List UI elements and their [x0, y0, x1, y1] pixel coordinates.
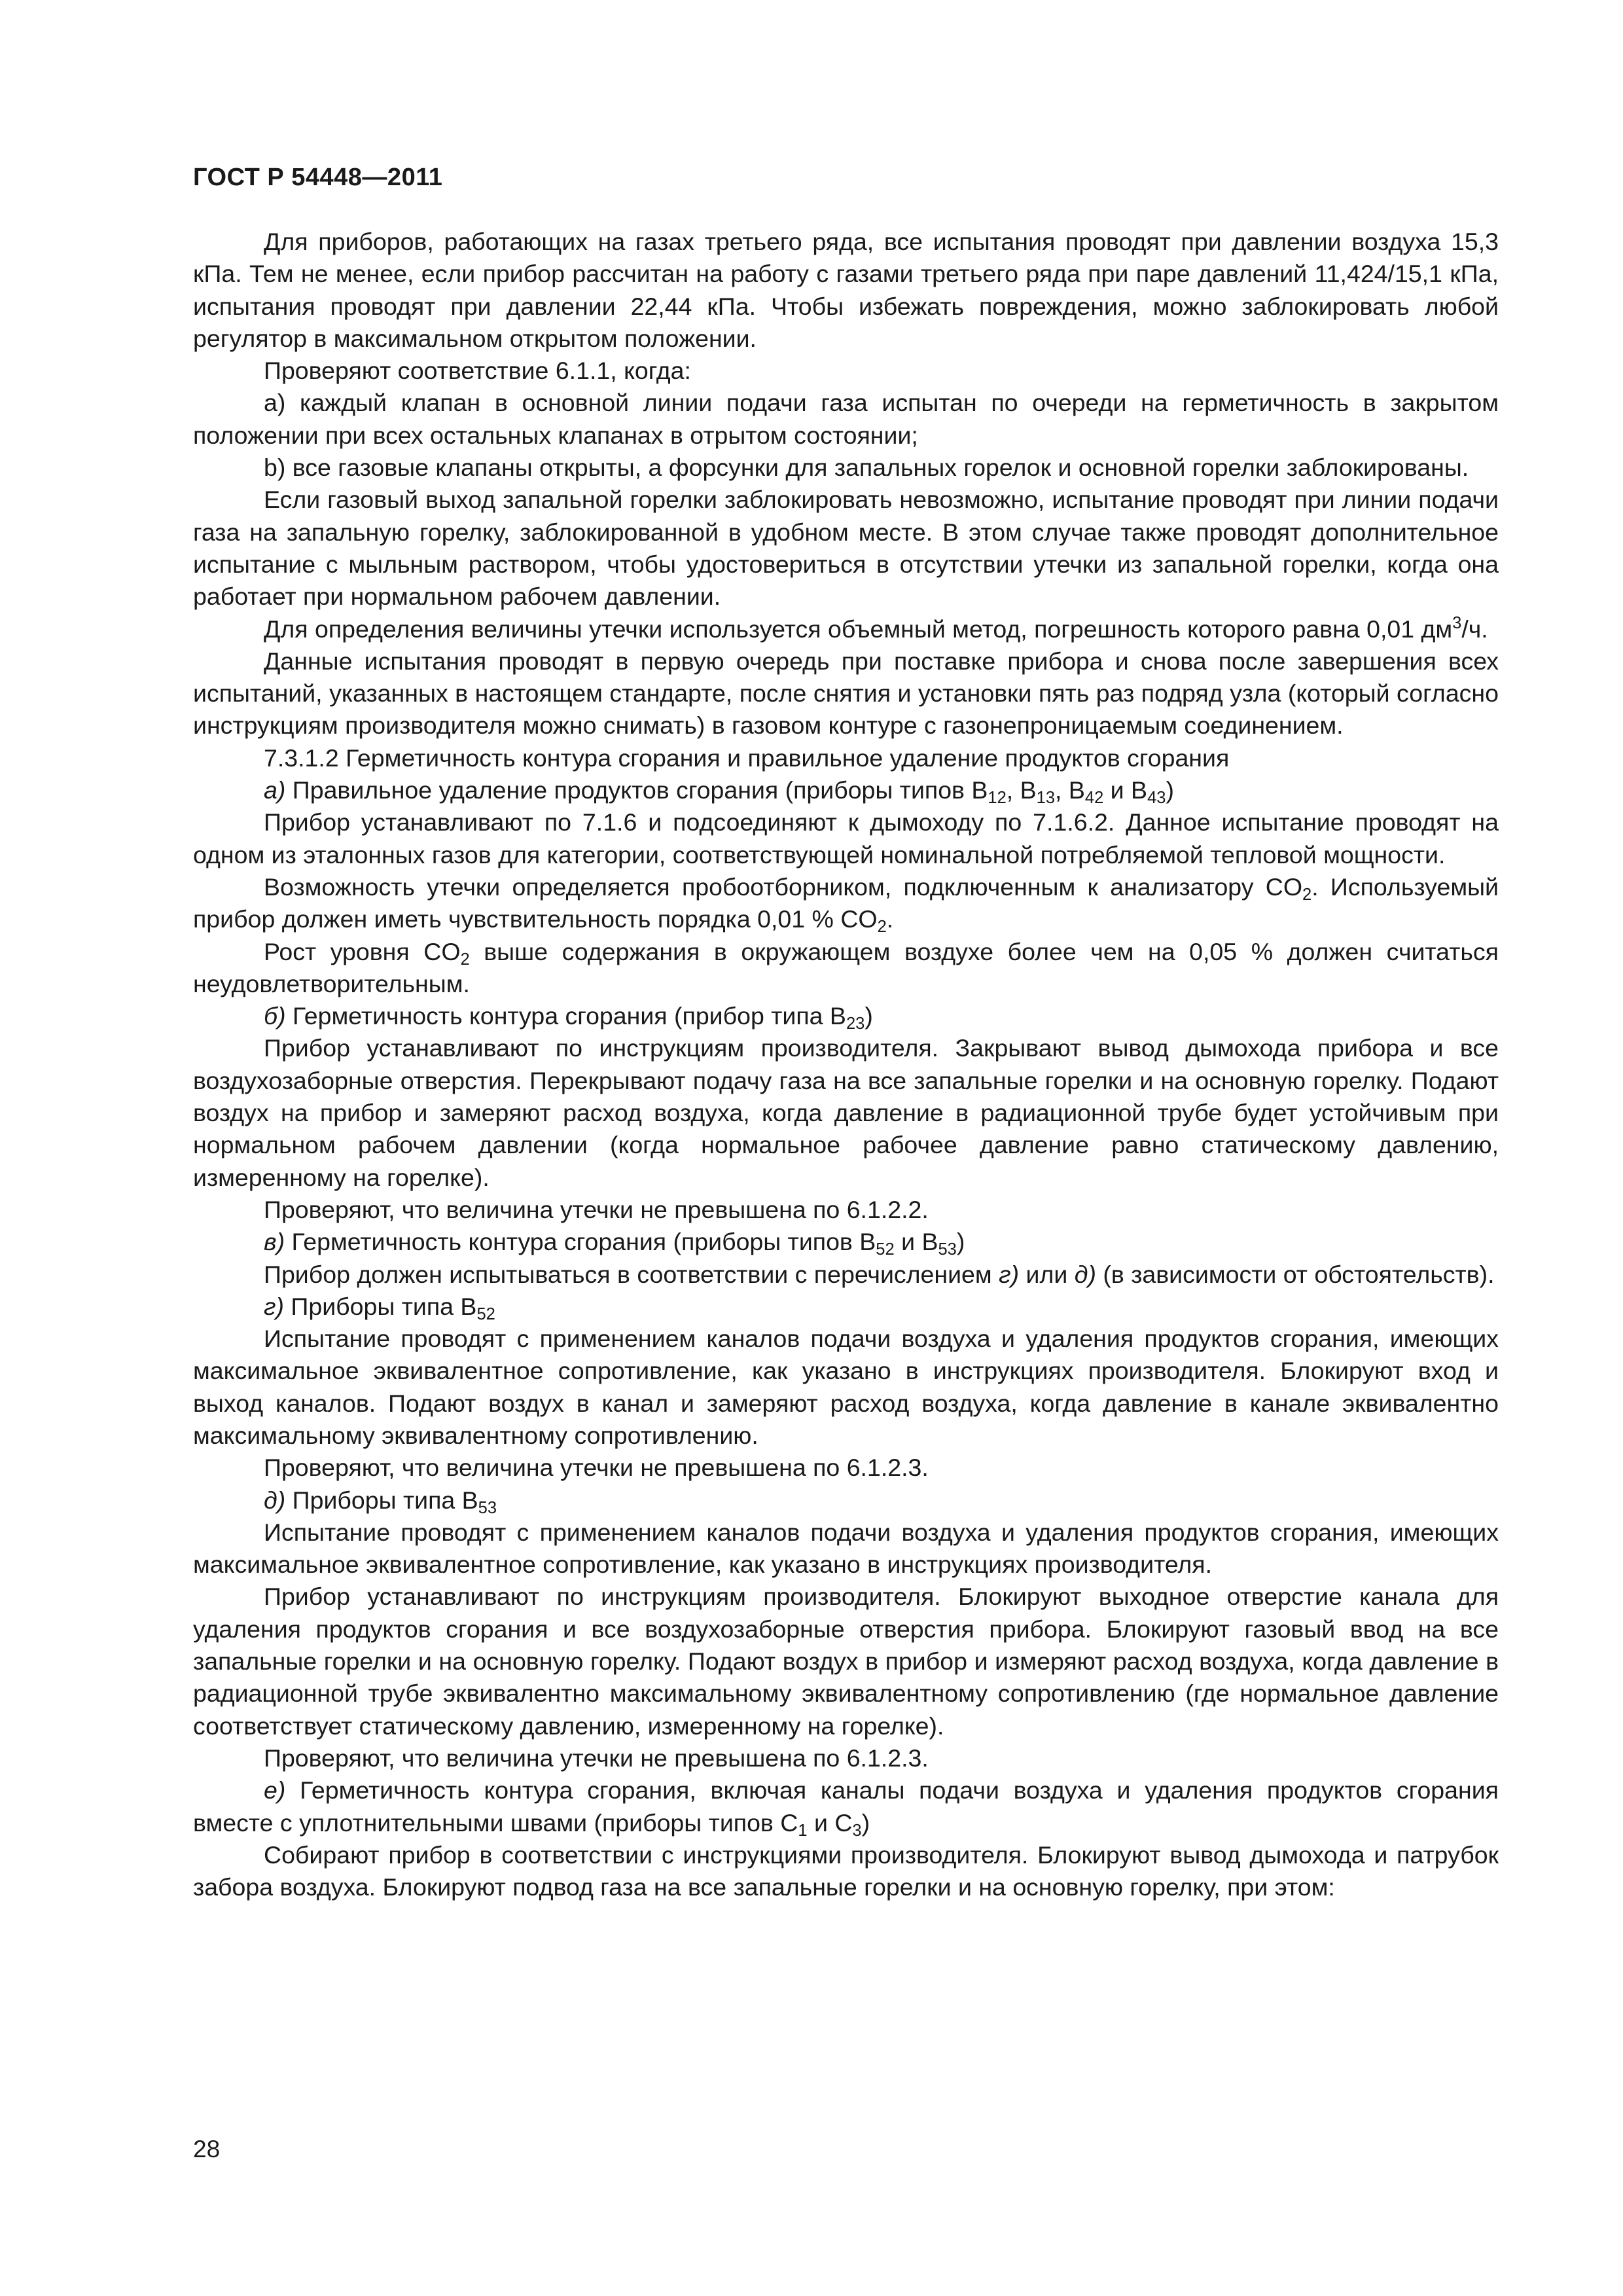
- paragraph: Данные испытания проводят в первую очередь при поставке прибора и снова после завершения всех испытаний, указанных в настоящем стандарте, после снятия и установки пять раз подряд узла (который согласно инструкциям производителя можно снимать) в газовом контуре с газонепроницаемым соединением.: [193, 647, 1499, 740]
- paragraph: г) Приборы типа $В_{52}$: [264, 1292, 495, 1323]
- paragraph: b) все газовые клапаны открыты, а форсунки для запальных горелок и основной горелки заблокированы.: [264, 454, 1469, 482]
- paragraph: Если газовый выход запальной горелки заблокировать невозможно, испытание проводят при линии подачи газа на запальную горелку, заблокированной в удобном месте. В этом случае также проводят дополнительное испытание с мыльным раствором, чтобы удостовериться в отсутствии утечки из запальной горелки, когда она работает при нормальном рабочем давлении.: [193, 486, 1499, 611]
- page-number: 28: [193, 2136, 221, 2162]
- document-header: ГОСТ Р 54448—2011: [193, 164, 443, 191]
- paragraph: Проверяют соответствие 6.1.1, когда:: [264, 357, 691, 385]
- paragraph: 7.3.1.2 Герметичность контура сгорания и правильное удаление продуктов сгорания: [264, 744, 1230, 772]
- paragraph: Проверяют, что величина утечки не превышена по 6.1.2.3.: [264, 1744, 929, 1772]
- paragraph: Рост уровня $CO_2$ выше содержания в окружающем воздухе более чем на 0,05 % должен считаться неудовлетворительным.: [193, 937, 1499, 997]
- paragraph: Прибор должен испытываться в соответствии с перечислением г) или д) (в зависимости от обстоятельств).: [264, 1260, 1495, 1288]
- paragraph: Испытание проводят с применением каналов подачи воздуха и удаления продуктов сгорания, имеющих максимальное эквивалентное сопротивление, как указано в инструкциях производителя.: [193, 1518, 1499, 1579]
- paragraph: а) Правильное удаление продуктов сгорания (приборы типов $В_{12}$, $В_{13}$, $В_{42}$ и $В_{43}$): [264, 776, 1174, 808]
- paragraph: Прибор устанавливают по инструкциям производителя. Закрывают вывод дымохода прибора и все воздухозаборные отверстия. Перекрывают подачу газа на все запальные горелки и на основную горелку. Подают воздух на прибор и замеряют расход воздуха, когда давление в радиационной трубе будет устойчивым при нормальном рабочем давлении (когда нормальное рабочее давление равно статическому давлению, измеренному на горелке).: [193, 1034, 1499, 1191]
- paragraph: в) Герметичность контура сгорания (приборы типов $В_{52}$ и $В_{53}$): [264, 1228, 965, 1259]
- paragraph: Для определения величины утечки используется объемный метод, погрешность которого равна 0,01 $дм^3/ч$.: [264, 613, 1488, 643]
- paragraph: д) Приборы типа $В_{53}$: [264, 1486, 497, 1517]
- paragraph: a) каждый клапан в основной линии подачи газа испытан по очереди на герметичность в закрытом положении при всех остальных клапанах в отрытом состоянии;: [193, 389, 1499, 449]
- paragraph: Проверяют, что величина утечки не превышена по 6.1.2.2.: [264, 1195, 929, 1223]
- paragraph: Прибор устанавливают по 7.1.6 и подсоединяют к дымоходу по 7.1.6.2. Данное испытание проводят на одном из эталонных газов для категории, соответствующей номинальной потребляемой тепловой мощности.: [193, 808, 1499, 869]
- paragraph: е) Герметичность контура сгорания, включая каналы подачи воздуха и удаления продуктов сгорания вместе с уплотнительными швами (приборы типов $С_1$ и $С_3$): [193, 1776, 1499, 1840]
- paragraph: б) Герметичность контура сгорания (прибор типа $В_{23}$): [264, 1002, 873, 1033]
- paragraph: Прибор устанавливают по инструкциям производителя. Блокируют выходное отверстие канала для удаления продуктов сгорания и все воздухозаборные отверстия прибора. Блокируют газовый ввод на все запальные горелки и на основную горелку. Подают воздух в прибор и измеряют расход воздуха, когда давление в радиационной трубе эквивалентно максимальному эквивалентному сопротивлению (где нормальное давление соответствует статическому давлению, измеренному на горелке).: [193, 1583, 1499, 1740]
- document-body: [193, 226, 1499, 1903]
- paragraph: Собирают прибор в соответствии с инструкциями производителя. Блокируют вывод дымохода и патрубок забора воздуха. Блокируют подвод газа на все запальные горелки и на основную горелку, при этом:: [193, 1840, 1499, 1901]
- paragraph: Проверяют, что величина утечки не превышена по 6.1.2.3.: [264, 1454, 929, 1482]
- paragraph: Испытание проводят с применением каналов подачи воздуха и удаления продуктов сгорания, имеющих максимальное эквивалентное сопротивление, как указано в инструкциях производителя. Блокируют вход и выход каналов. Подают воздух в канал и замеряют расход воздуха, когда давление в канале эквивалентно максимальному эквивалентному сопротивлению.: [193, 1325, 1499, 1449]
- paragraph: Возможность утечки определяется пробоотборником, подключенным к анализатору $CO_2$. Используемый прибор должен иметь чувствительность порядка 0,01 % $CO_2$.: [193, 872, 1499, 937]
- paragraph: Для приборов, работающих на газах третьего ряда, все испытания проводят при давлении воздуха 15,3 кПа. Тем не менее, если прибор рассчитан на работу с газами третьего ряда при паре давлений 11,424/15,1 кПа, испытания проводят при давлении 22,44 кПа. Чтобы избежать повреждения, можно заблокировать любой регулятор в максимальном открытом положении.: [193, 228, 1499, 352]
